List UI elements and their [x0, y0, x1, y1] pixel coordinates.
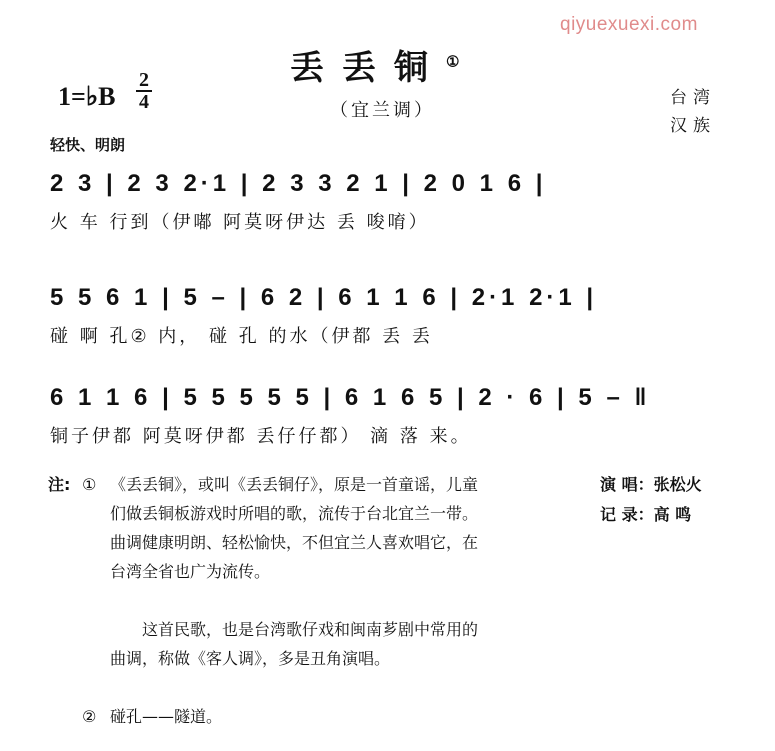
meter-bottom: 4	[139, 91, 149, 113]
score-row-1	[50, 170, 730, 240]
meter-top: 2	[139, 69, 149, 91]
time-signature	[136, 70, 152, 112]
song-title	[290, 40, 459, 89]
row-2-notes: 5 5 6 1 | 5 – | 6 2 | 6 1 1 6 | 2·1 2·1 |	[50, 284, 598, 311]
region-label	[646, 84, 716, 140]
row-1-lyrics: 火 车 行到（伊嘟 阿莫呀伊达 丢 唆唷）	[50, 212, 430, 233]
row-3-notes: 6 1 1 6 | 5 5 5 5 5 | 6 1 6 5 | 2 · 6 | 5 – ‖	[50, 384, 651, 411]
row-1-notes: 2 3 | 2 3 2·1 | 2 3 3 2 1 | 2 0 1 6 |	[50, 170, 547, 197]
title-text: 丢丢铜	[290, 48, 446, 88]
score-row-2	[50, 284, 730, 354]
key-signature: 1=♭B	[58, 82, 116, 111]
row-2-lyrics: 碰 啊 孔② 内， 碰 孔 的水（伊都 丢 丢	[50, 326, 433, 347]
row-3-lyrics: 铜子伊都 阿莫呀伊都 丢仔仔都） 滴 落 来。	[50, 426, 472, 447]
recorder-credit: 记 录：高 鸣	[600, 505, 692, 524]
tempo-marking: 轻快、明朗	[50, 136, 126, 154]
footnote-mark-2: ②	[82, 707, 97, 726]
credits	[600, 470, 702, 530]
watermark: qiyuexuexi.com	[560, 14, 698, 35]
footnote-label: 注:	[48, 475, 71, 494]
region-line-1: 台湾	[670, 88, 716, 108]
song-subtitle: （宜兰调）	[330, 100, 435, 121]
title-footnote-mark: ①	[446, 52, 460, 71]
region-line-2: 汉族	[670, 116, 716, 136]
footnote-mark-1: ①	[82, 475, 97, 494]
score-row-3	[50, 384, 730, 454]
singer-credit: 演 唱：张松火	[600, 475, 702, 494]
footnote-1-para-1: 《丢丢铜》，或叫《丢丢铜仔》，原是一首童谣，儿童们做丢铜板游戏时所唱的歌，流传于台北宜兰一带。曲调健康明朗、轻松愉快，不但宜兰人喜欢唱它，在台湾全省也广为流传。	[110, 475, 479, 581]
footnote-1-para-2: 这首民歌，也是台湾歌仔戏和闽南芗剧中常用的曲调，称做《客人调》，多是丑角演唱。	[110, 620, 479, 668]
footnote-2-para: 碰孔——隧道。	[110, 707, 223, 726]
